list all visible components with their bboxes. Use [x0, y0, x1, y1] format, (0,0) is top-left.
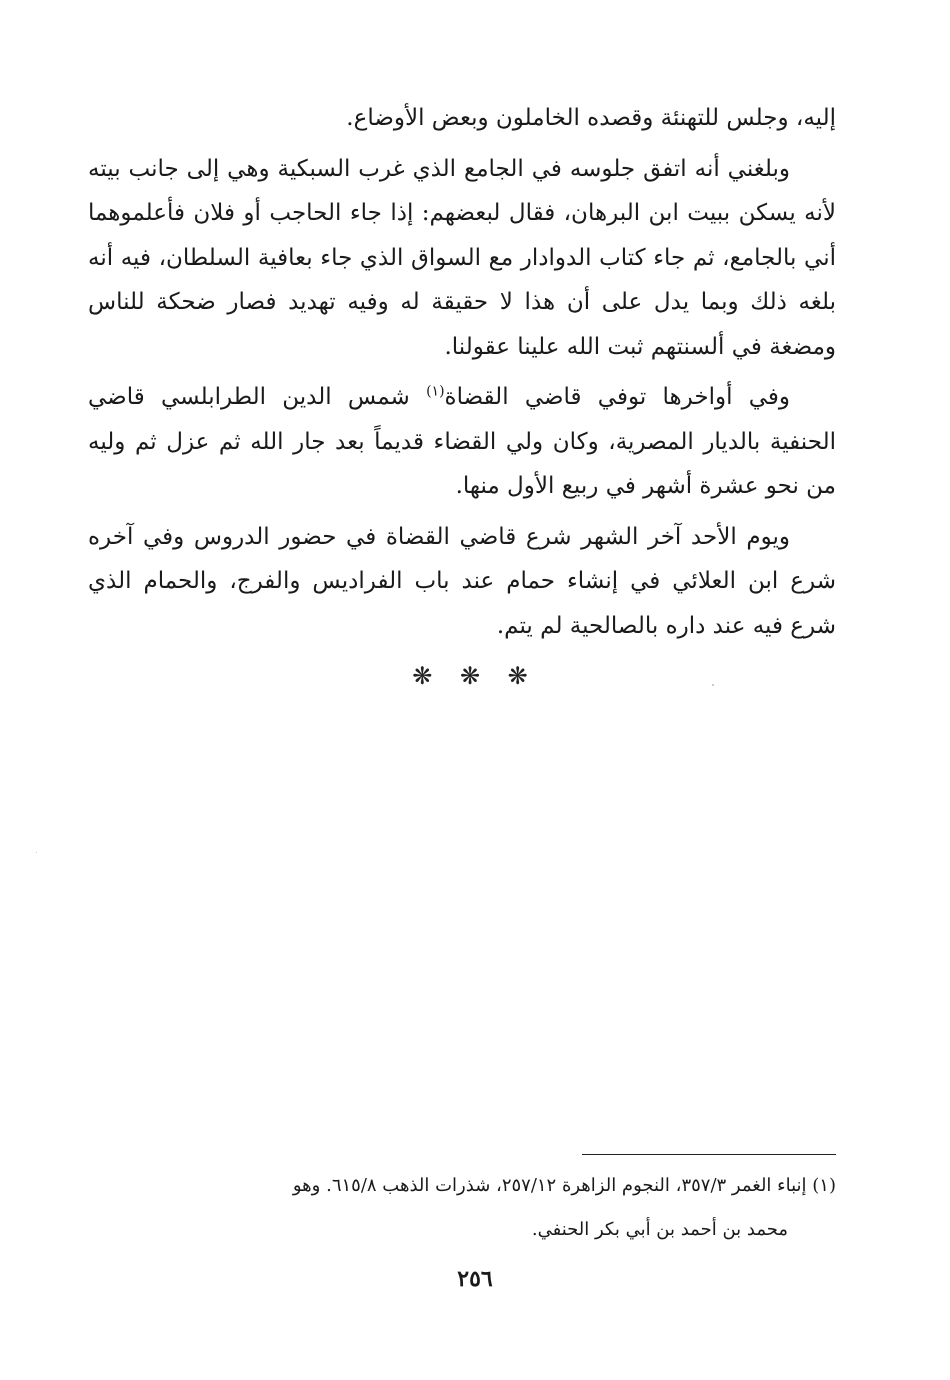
footnote-reference[interactable]: (١) — [426, 383, 445, 400]
paragraph-3-text-before: وفي أواخرها توفي قاضي القضاة — [444, 384, 790, 410]
paragraph-2: وبلغني أنه اتفق جلوسه في الجامع الذي غرب السبكية وهي إلى جانب بيته لأنه يسكن ببيت ابن البرهان، فقال لبعضهم: إذا جاء الحاجب أو فلان فأعلموهما أني بالجامع، ثم جاء كتاب الدوادار مع السواق الذي جاء بعافية السلطان، فيه أنه بلغه ذلك وبما يدل على أن هذا لا حقيقة له وفيه تهديد فصار ضحكة للناس ومضغة في ألسنتهم ثبت الله علينا عقولنا. — [88, 155, 836, 360]
paragraph-1: إليه، وجلس للتهنئة وقصده الخاملون وبعض الأوضاع. — [346, 105, 836, 131]
footnotes-block — [88, 1164, 836, 1252]
footnote-1-line-2: محمد بن أحمد بن أبي بكر الحنفي. — [531, 1219, 788, 1240]
footnote-1-line-1: (١) إنباء الغمر ٣٥٧/٣، النجوم الزاهرة ٢٥٧/١٢، شذرات الذهب ٦١٥/٨. وهو — [292, 1175, 836, 1196]
paragraph-3-text-after: شمس الدين الطرابلسي قاضي الحنفية بالديار المصرية، وكان ولي القضاء قديماً بعد جار الله ثم عزل ثم وليه من نحو عشرة أشهر في ربيع الأول منها. — [88, 384, 836, 499]
main-text-block — [88, 96, 836, 654]
scan-speck — [712, 684, 714, 686]
paragraph-3 — [88, 375, 836, 509]
section-divider-ornament: ❋ ❋ ❋ — [412, 662, 538, 690]
paragraph-4: ويوم الأحد آخر الشهر شرع قاضي القضاة في حضور الدروس وفي آخره شرع ابن العلائي في إنشاء حمام عند باب الفراديس والفرج، والحمام الذي شرع فيه عند داره بالصالحية لم يتم. — [88, 523, 836, 639]
scan-speck — [36, 852, 37, 853]
page-number: ٢٥٦ — [457, 1266, 493, 1292]
footnote-separator — [582, 1154, 836, 1155]
